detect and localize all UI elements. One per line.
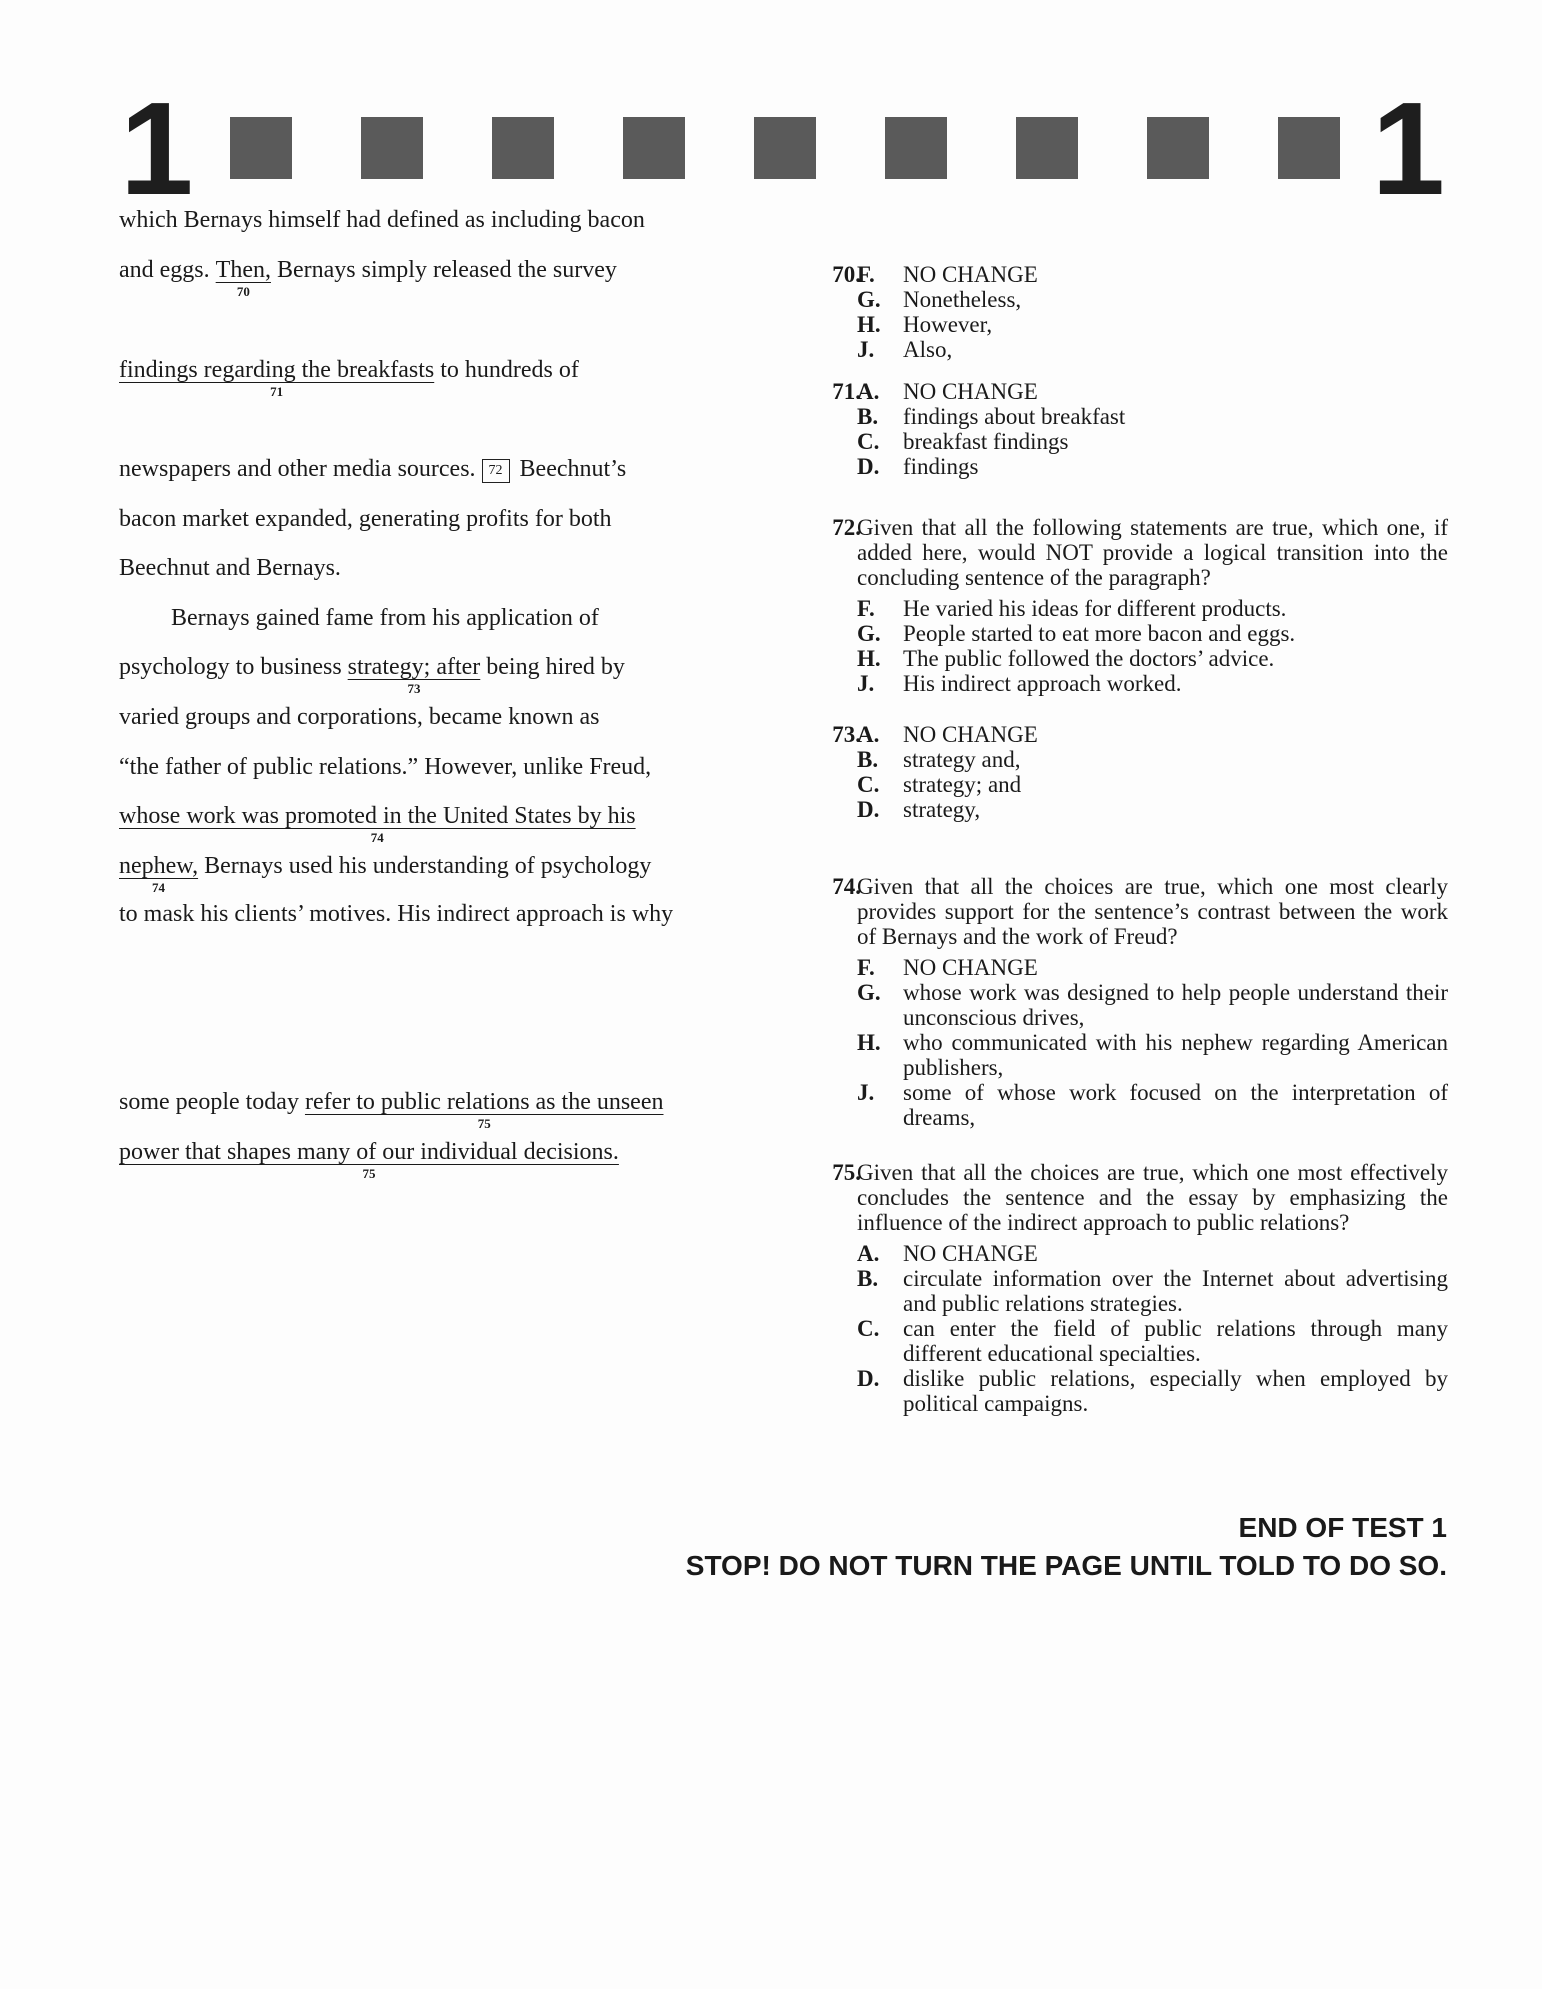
- option-letter: A.: [857, 379, 880, 404]
- option-text: can enter the field of public relations through many different educational specialties.: [903, 1316, 1448, 1366]
- question-number: 73.: [832, 722, 861, 747]
- passage-line: bacon market expanded, generating profits for both: [119, 506, 612, 532]
- question-ref-75: 75: [477, 1116, 491, 1131]
- option-letter: F.: [857, 596, 875, 621]
- answer-option[interactable]: [857, 722, 1448, 747]
- option-letter: B.: [857, 1266, 879, 1291]
- answer-option[interactable]: [857, 1080, 1448, 1130]
- underlined-portion-74[interactable]: [119, 801, 636, 845]
- underlined-text: findings regarding the breakfasts: [119, 357, 435, 383]
- underlined-portion-71[interactable]: [119, 355, 435, 399]
- passage-line: to mask his clients’ motives. His indirect approach is why: [119, 901, 674, 927]
- paragraph-start: Bernays gained fame from his application of: [171, 605, 599, 631]
- passage-line: varied groups and corporations, became known as: [119, 704, 600, 730]
- passage-text: and eggs.: [119, 257, 216, 283]
- underlined-text: whose work was promoted in the United States by his: [119, 803, 636, 829]
- option-text: His indirect approach worked.: [903, 671, 1182, 696]
- underlined-portion-74[interactable]: [119, 851, 199, 895]
- header-block: [1147, 117, 1209, 179]
- passage-line: [119, 355, 579, 399]
- underlined-portion-75[interactable]: [119, 1137, 619, 1181]
- question-71: [813, 379, 1448, 479]
- end-of-test-title: END OF TEST 1: [1238, 1512, 1447, 1543]
- underlined-portion-70[interactable]: [215, 255, 271, 299]
- header-block: [361, 117, 423, 179]
- passage-text: being hired by: [480, 654, 625, 680]
- underlined-text: nephew,: [119, 853, 199, 879]
- answer-option[interactable]: [857, 980, 1448, 1030]
- passage-text: Beechnut’s: [513, 456, 627, 482]
- option-text: Nonetheless,: [903, 287, 1022, 312]
- section-number-left: 1: [120, 75, 194, 222]
- passage-text: Bernays used his understanding of psychology: [198, 853, 652, 879]
- question-75: [813, 1160, 1448, 1416]
- answer-option[interactable]: [857, 1241, 1448, 1266]
- passage-text: newspapers and other media sources.: [119, 456, 482, 482]
- question-number: 75.: [832, 1160, 861, 1185]
- passage-line: “the father of public relations.” However, unlike Freud,: [119, 754, 652, 780]
- option-text: People started to eat more bacon and eggs.: [903, 621, 1296, 646]
- question-ref-75: 75: [362, 1166, 376, 1181]
- end-of-test-block: [686, 1510, 1447, 1586]
- answer-option[interactable]: [857, 747, 1448, 772]
- option-text: circulate information over the Internet about advertising and public relations strategies.: [903, 1266, 1448, 1316]
- question-stem: Given that all the choices are true, which one most clearly provides support for the sentence’s contrast between the work of Bernays and the work of Freud?: [857, 874, 1448, 949]
- option-letter: D.: [857, 454, 880, 479]
- option-letter: C.: [857, 772, 880, 797]
- underlined-text: Then,: [215, 257, 271, 283]
- option-text: breakfast findings: [903, 429, 1069, 454]
- answer-option[interactable]: [857, 772, 1448, 797]
- option-text: However,: [903, 312, 993, 337]
- option-letter: A.: [857, 1241, 880, 1266]
- option-text: NO CHANGE: [903, 379, 1038, 404]
- underlined-portion-75[interactable]: [304, 1087, 664, 1131]
- answer-option[interactable]: [857, 955, 1448, 980]
- passage-text: to hundreds of: [434, 357, 579, 383]
- answer-option[interactable]: [857, 1030, 1448, 1080]
- answer-option[interactable]: [857, 262, 1448, 287]
- question-box-72[interactable]: 72: [482, 459, 510, 483]
- option-letter: J.: [857, 337, 875, 362]
- option-letter: B.: [857, 404, 879, 429]
- answer-option[interactable]: [857, 621, 1448, 646]
- question-74: [813, 874, 1448, 1130]
- underlined-text: refer to public relations as the unseen: [304, 1089, 664, 1115]
- passage-line: Beechnut and Bernays.: [119, 555, 341, 581]
- option-letter: H.: [857, 1030, 881, 1055]
- passage-text: some people today: [119, 1089, 305, 1115]
- underlined-portion-73[interactable]: [347, 652, 481, 696]
- question-number: 74.: [832, 874, 861, 899]
- option-text: whose work was designed to help people understand their unconscious drives,: [903, 980, 1448, 1030]
- header-block: [1016, 117, 1078, 179]
- header-block: [754, 117, 816, 179]
- option-letter: B.: [857, 747, 879, 772]
- option-text: He varied his ideas for different products.: [903, 596, 1287, 621]
- question-ref-73: 73: [407, 681, 421, 696]
- option-letter: C.: [857, 429, 880, 454]
- answer-option[interactable]: [857, 646, 1448, 671]
- answer-option[interactable]: [857, 379, 1448, 404]
- option-text: NO CHANGE: [903, 262, 1038, 287]
- option-letter: H.: [857, 646, 881, 671]
- option-text: NO CHANGE: [903, 722, 1038, 747]
- option-text: findings about breakfast: [903, 404, 1126, 429]
- answer-option[interactable]: [857, 404, 1448, 429]
- question-ref-74: 74: [152, 880, 166, 895]
- question-stem: Given that all the choices are true, which one most effectively concludes the sentence and the essay by emphasizing the influence of the indirect approach to public relations?: [857, 1160, 1448, 1235]
- header-block: [230, 117, 292, 179]
- passage-line: [119, 1087, 664, 1131]
- answer-option[interactable]: [857, 1316, 1448, 1366]
- option-text: strategy,: [903, 797, 981, 822]
- option-letter: G.: [857, 621, 881, 646]
- option-text: some of whose work focused on the interpretation of dreams,: [903, 1080, 1448, 1130]
- option-letter: A.: [857, 722, 880, 747]
- option-letter: D.: [857, 1366, 880, 1391]
- option-letter: H.: [857, 312, 881, 337]
- question-70: [813, 262, 1448, 362]
- question-ref-74: 74: [370, 830, 384, 845]
- answer-option[interactable]: [857, 429, 1448, 454]
- passage-line: [119, 652, 625, 696]
- answer-option[interactable]: [857, 337, 1448, 362]
- underlined-text: strategy; after: [347, 654, 481, 680]
- option-letter: C.: [857, 1316, 880, 1341]
- question-73: [813, 722, 1448, 822]
- underlined-text: power that shapes many of our individual decisions.: [119, 1139, 619, 1165]
- option-letter: J.: [857, 671, 875, 696]
- answer-option[interactable]: [857, 671, 1448, 696]
- question-ref-71: 71: [270, 384, 284, 399]
- question-ref-70: 70: [236, 284, 250, 299]
- option-text: strategy and,: [903, 747, 1021, 772]
- option-letter: F.: [857, 262, 875, 287]
- option-letter: G.: [857, 980, 881, 1005]
- passage-line: [119, 801, 636, 845]
- answer-option[interactable]: [857, 454, 1448, 479]
- question-stem: Given that all the following statements are true, which one, if added here, would NOT provide a logical transition into the concluding sentence of the paragraph?: [857, 515, 1448, 590]
- section-number-right: 1: [1371, 75, 1445, 222]
- passage-line: [119, 454, 626, 484]
- answer-option[interactable]: [857, 596, 1448, 621]
- stop-instruction: STOP! DO NOT TURN THE PAGE UNTIL TOLD TO DO SO.: [685, 1550, 1447, 1581]
- option-letter: J.: [857, 1080, 875, 1105]
- header-block: [1278, 117, 1340, 179]
- question-number: 70.: [832, 262, 861, 287]
- question-number: 72.: [832, 515, 861, 540]
- question-72: [813, 515, 1448, 696]
- passage-text: Bernays simply released the survey: [270, 257, 617, 283]
- option-text: strategy; and: [903, 772, 1022, 797]
- option-text: findings: [903, 454, 979, 479]
- passage-line: [119, 851, 652, 895]
- question-number: 71.: [832, 379, 861, 404]
- option-text: Also,: [903, 337, 953, 362]
- answer-option[interactable]: [857, 287, 1448, 312]
- option-text: NO CHANGE: [903, 1241, 1038, 1266]
- option-text: NO CHANGE: [903, 955, 1038, 980]
- passage-line: [119, 255, 617, 299]
- answer-option[interactable]: [857, 1366, 1448, 1416]
- answer-option[interactable]: [857, 1266, 1448, 1316]
- option-letter: D.: [857, 797, 880, 822]
- header-block: [623, 117, 685, 179]
- passage-line: [119, 1137, 619, 1181]
- option-text: who communicated with his nephew regarding American publishers,: [903, 1030, 1448, 1080]
- passage-line: which Bernays himself had defined as including bacon: [119, 207, 645, 233]
- answer-option[interactable]: [857, 312, 1448, 337]
- header-block: [492, 117, 554, 179]
- header-block: [885, 117, 947, 179]
- option-letter: G.: [857, 287, 881, 312]
- option-letter: F.: [857, 955, 875, 980]
- passage-text: psychology to business: [119, 654, 348, 680]
- answer-option[interactable]: [857, 797, 1448, 822]
- option-text: dislike public relations, especially when employed by political campaigns.: [903, 1366, 1448, 1416]
- option-text: The public followed the doctors’ advice.: [903, 646, 1275, 671]
